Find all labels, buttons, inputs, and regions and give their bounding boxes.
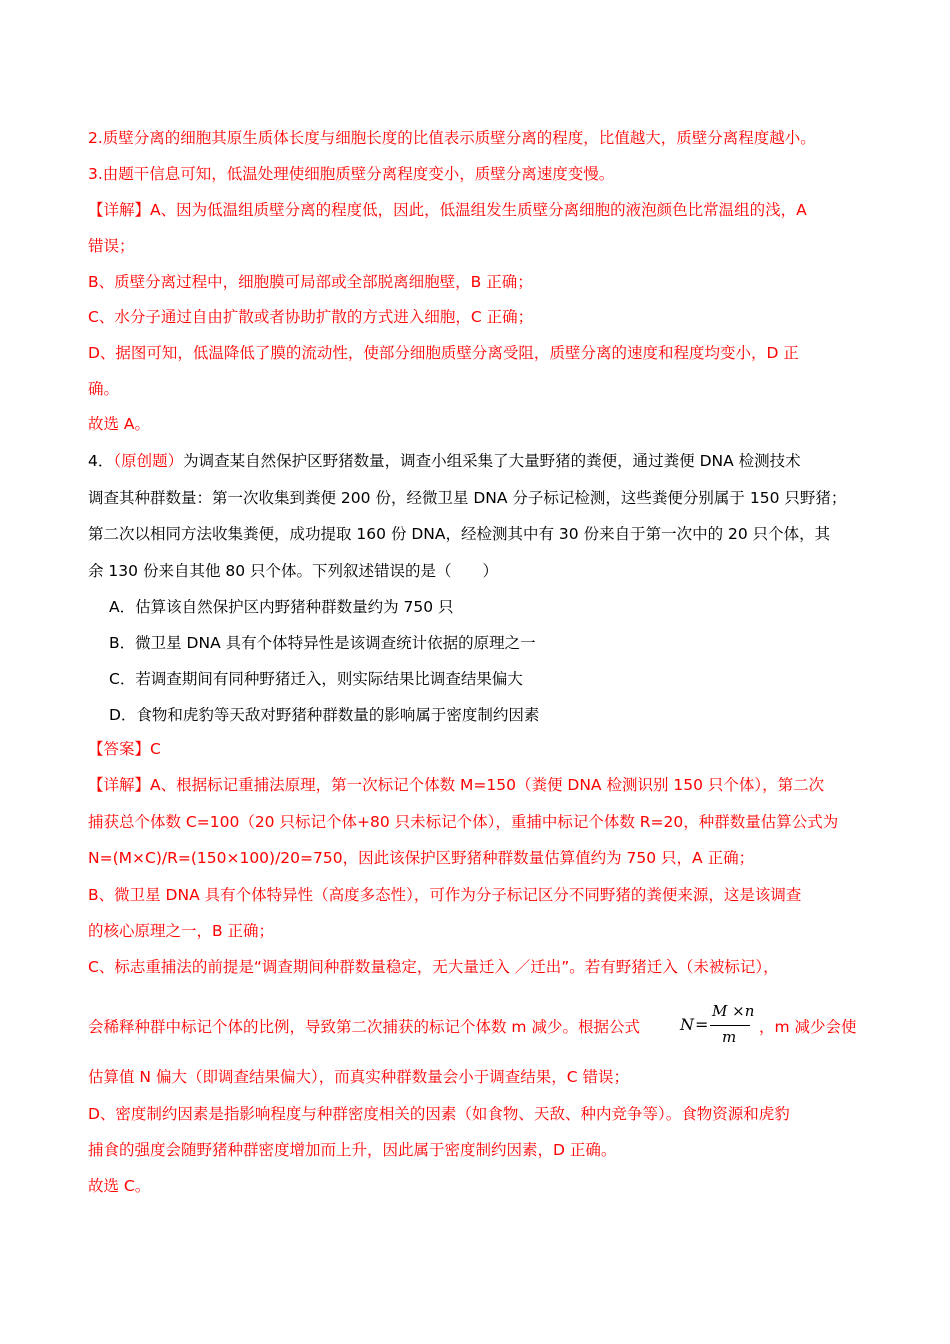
q4-detail-line: B、微卫星 DNA 具有个体特异性（高度多态性），可作为分子标记区分不同野猪的粪便来源，这是该调查: [88, 886, 802, 904]
question-stem-line: 第二次以相同方法收集粪便，成功提取 160 份 DNA，经检测其中有 30 份来自于第一次中的 20 只个体，其: [88, 525, 831, 543]
formula-equals: =: [695, 1015, 709, 1034]
q3-detail-line: C、水分子通过自由扩散或者协助扩散的方式进入细胞，C 正确；: [88, 308, 534, 326]
q4-detail-line: 【详解】A、根据标记重捕法原理，第一次标记个体数 M=150（粪便 DNA 检测识别 150 只个体），第二次: [88, 776, 825, 794]
option-a: A．估算该自然保护区内野猪种群数量约为 750 只: [109, 598, 454, 616]
q4-detail-line: 捕食的强度会随野猪种群密度增加而上升，因此属于密度制约因素，D 正确。: [88, 1141, 617, 1159]
q3-detail-line: 【详解】A、因为低温组质壁分离的程度低，因此，低温组发生质壁分离细胞的液泡颜色比常温组的浅，A: [88, 201, 807, 219]
q3-detail-line: 确。: [88, 380, 120, 398]
question-tag: （原创题）: [113, 452, 184, 470]
q3-detail-line: 错误；: [88, 237, 135, 255]
question-number: 4．: [88, 452, 114, 470]
q4-detail-line: C、标志重捕法的前提是“调查期间种群数量稳定，无大量迁入 ／迁出”。若有野猪迁入（未被标记），: [88, 958, 779, 976]
formula: [680, 1002, 758, 1048]
q4-detail-line-formula-suffix: ，m 减少会使: [759, 1018, 857, 1036]
q4-detail-line-formula-prefix: 会稀释种群中标记个体的比例，导致第二次捕获的标记个体数 m 减少。根据公式: [88, 1018, 640, 1036]
analysis-point-3: 3.由题干信息可知，低温处理使细胞质壁分离程度变小，质壁分离速度变慢。: [88, 165, 615, 183]
q4-detail-line: N=(M×C)/R=(150×100)/20=750，因此该保护区野猪种群数量估算值约为 750 只，A 正确；: [88, 849, 755, 867]
option-b: B．微卫星 DNA 具有个体特异性是该调查统计依据的原理之一: [109, 634, 536, 652]
question-stem-line: 调查其种群数量：第一次收集到粪便 200 份，经微卫星 DNA 分子标记检测，这些粪便分别属于 150 只野猪；: [88, 489, 847, 507]
q4-detail-line: 捕获总个体数 C=100（20 只标记个体+80 只未标记个体），重捕中标记个体数 R=20，种群数量估算公式为: [88, 813, 839, 831]
answer-label: 【答案】C: [88, 740, 161, 758]
question-4-stem: [88, 450, 801, 472]
q4-detail-line: 估算值 N 偏大（即调查结果偏大），而真实种群数量会小于调查结果，C 错误；: [88, 1068, 629, 1086]
q3-detail-line: D、据图可知，低温降低了膜的流动性，使部分细胞质壁分离受阻，质壁分离的速度和程度均变小，D 正: [88, 344, 799, 362]
q4-detail-line: D、密度制约因素是指影响程度与种群密度相关的因素（如食物、天敌、种内竞争等）。食物资源和虎豹: [88, 1105, 790, 1123]
q3-detail-line: B、质壁分离过程中，细胞膜可局部或全部脱离细胞壁，B 正确；: [88, 273, 533, 291]
question-stem-text: 为调查某自然保护区野猪数量，调查小组采集了大量野猪的粪便，通过粪便 DNA 检测技术: [183, 452, 801, 470]
analysis-point-2: 2.质壁分离的细胞其原生质体长度与细胞长度的比值表示质壁分离的程度，比值越大，质壁分离程度越小。: [88, 129, 816, 147]
formula-lhs: N: [680, 1015, 694, 1034]
question-stem-line: 余 130 份来自其他 80 只个体。下列叙述错误的是（ ）: [88, 562, 499, 580]
option-d: D．食物和虎豹等天敌对野猪种群数量的影响属于密度制约因素: [109, 706, 540, 724]
fraction-bar: [710, 1025, 750, 1026]
q4-conclusion: 故选 C。: [88, 1177, 151, 1195]
q4-detail-line: 的核心原理之一，B 正确；: [88, 922, 275, 940]
option-c: C．若调查期间有同种野猪迁入，则实际结果比调查结果偏大: [109, 670, 523, 688]
formula-denominator: m: [722, 1028, 737, 1046]
q3-conclusion: 故选 A。: [88, 415, 151, 433]
formula-numerator: M ×n: [712, 1002, 755, 1020]
